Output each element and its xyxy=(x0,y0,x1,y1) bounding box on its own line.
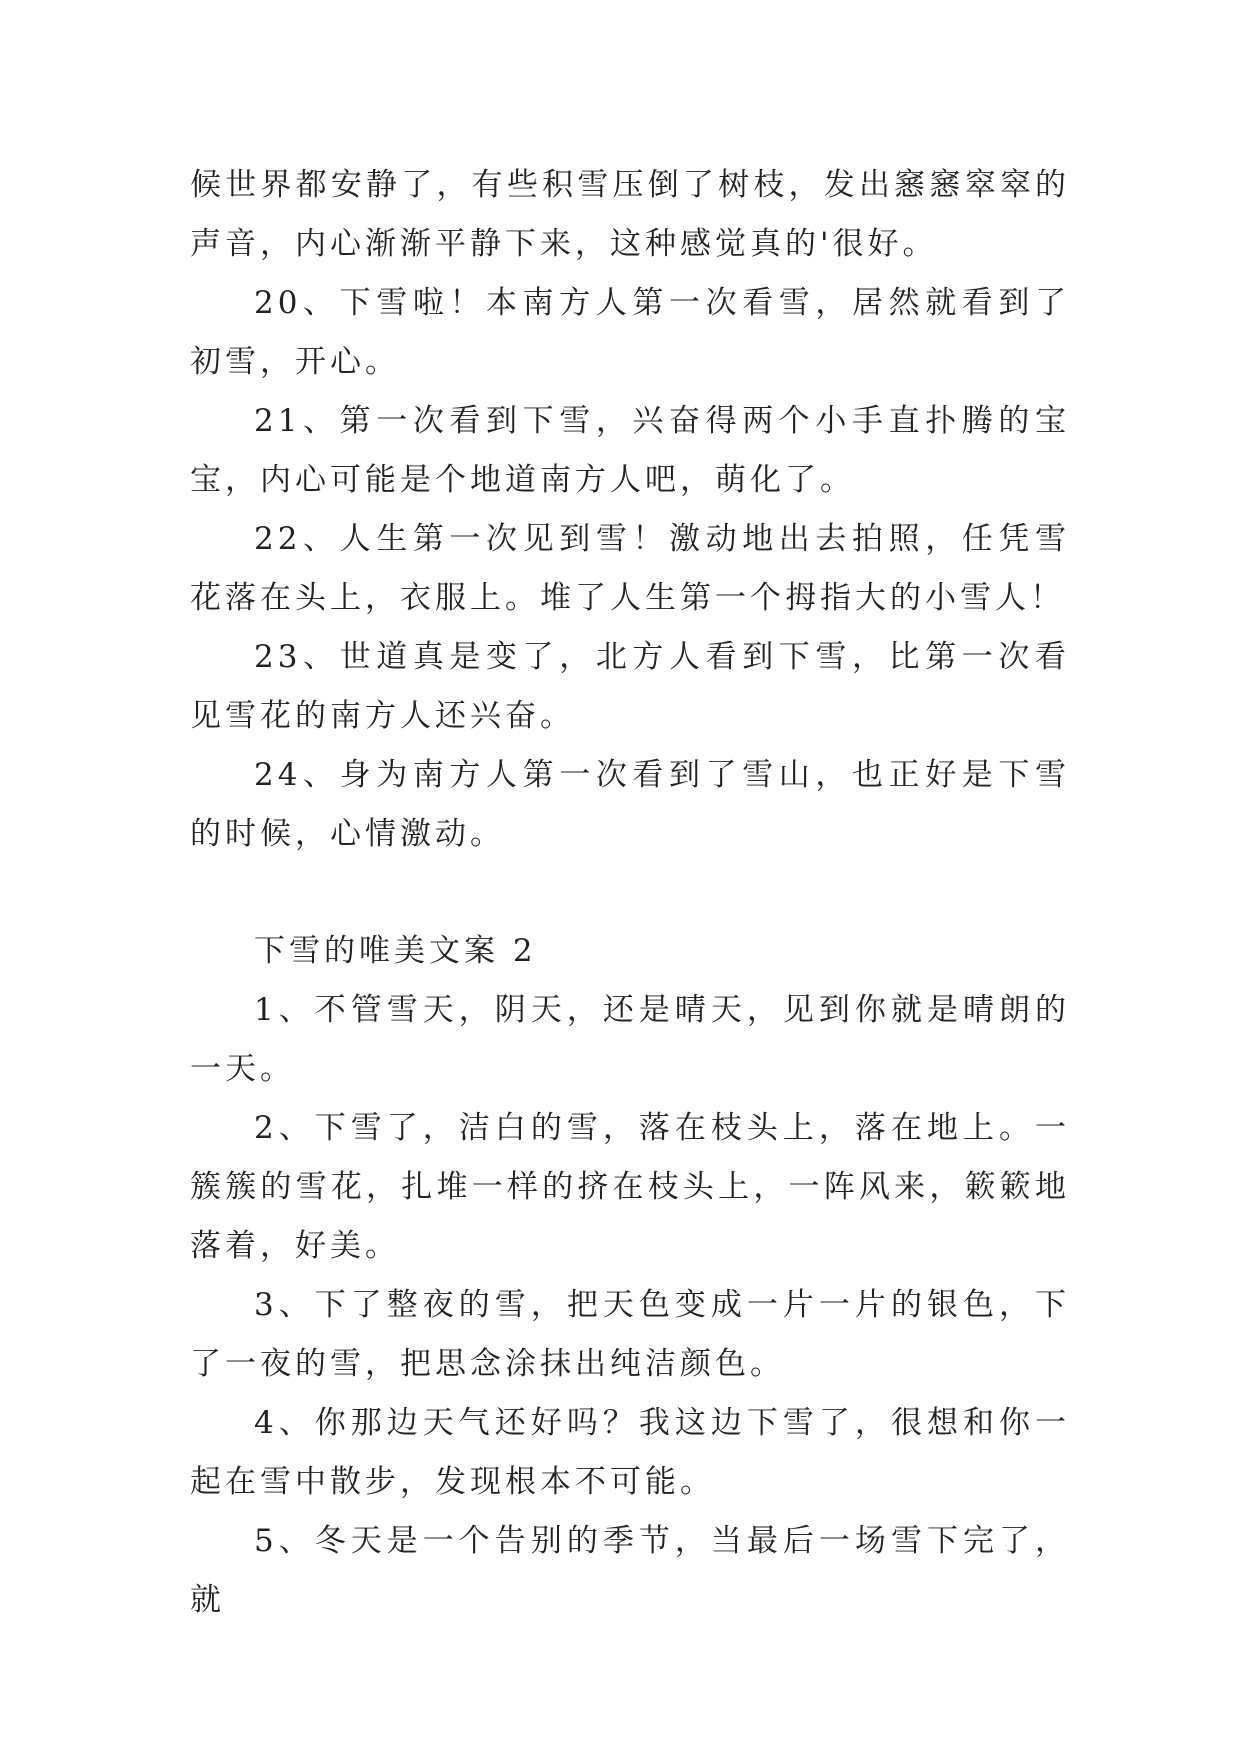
list-item: 5、冬天是一个告别的季节，当最后一场雪下完了，就 xyxy=(190,1523,1070,1618)
paragraph-continuation: 候世界都安静了，有些积雪压倒了树枝，发出窸窸窣窣的声音，内心渐渐平静下来，这种感觉真的'很好。 xyxy=(190,167,1070,262)
section-heading: 下雪的唯美文案 2 xyxy=(254,933,537,969)
list-item: 2、下雪了，洁白的雪，落在枝头上，落在地上。一簇簇的雪花，扎堆一样的挤在枝头上，一阵风来，簌簌地落着，好美。 xyxy=(190,1110,1070,1264)
list-item: 1、不管雪天，阴天，还是晴天，见到你就是晴朗的一天。 xyxy=(190,992,1070,1087)
list-item: 20、下雪啦！本南方人第一次看雪，居然就看到了初雪，开心。 xyxy=(190,285,1070,380)
document-body xyxy=(190,156,1070,1630)
list-item: 23、世道真是变了，北方人看到下雪，比第一次看见雪花的南方人还兴奋。 xyxy=(190,639,1070,734)
list-item: 21、第一次看到下雪，兴奋得两个小手直扑腾的宝宝，内心可能是个地道南方人吧，萌化了。 xyxy=(190,403,1070,498)
list-item: 22、人生第一次见到雪！激动地出去拍照，任凭雪花落在头上，衣服上。堆了人生第一个拇指大的小雪人！ xyxy=(190,521,1070,616)
list-item: 24、身为南方人第一次看到了雪山，也正好是下雪的时候，心情激动。 xyxy=(190,757,1070,852)
list-item: 4、你那边天气还好吗？我这边下雪了，很想和你一起在雪中散步，发现根本不可能。 xyxy=(190,1405,1070,1500)
list-item: 3、下了整夜的雪，把天色变成一片一片的银色，下了一夜的雪，把思念涂抹出纯洁颜色。 xyxy=(190,1287,1070,1382)
